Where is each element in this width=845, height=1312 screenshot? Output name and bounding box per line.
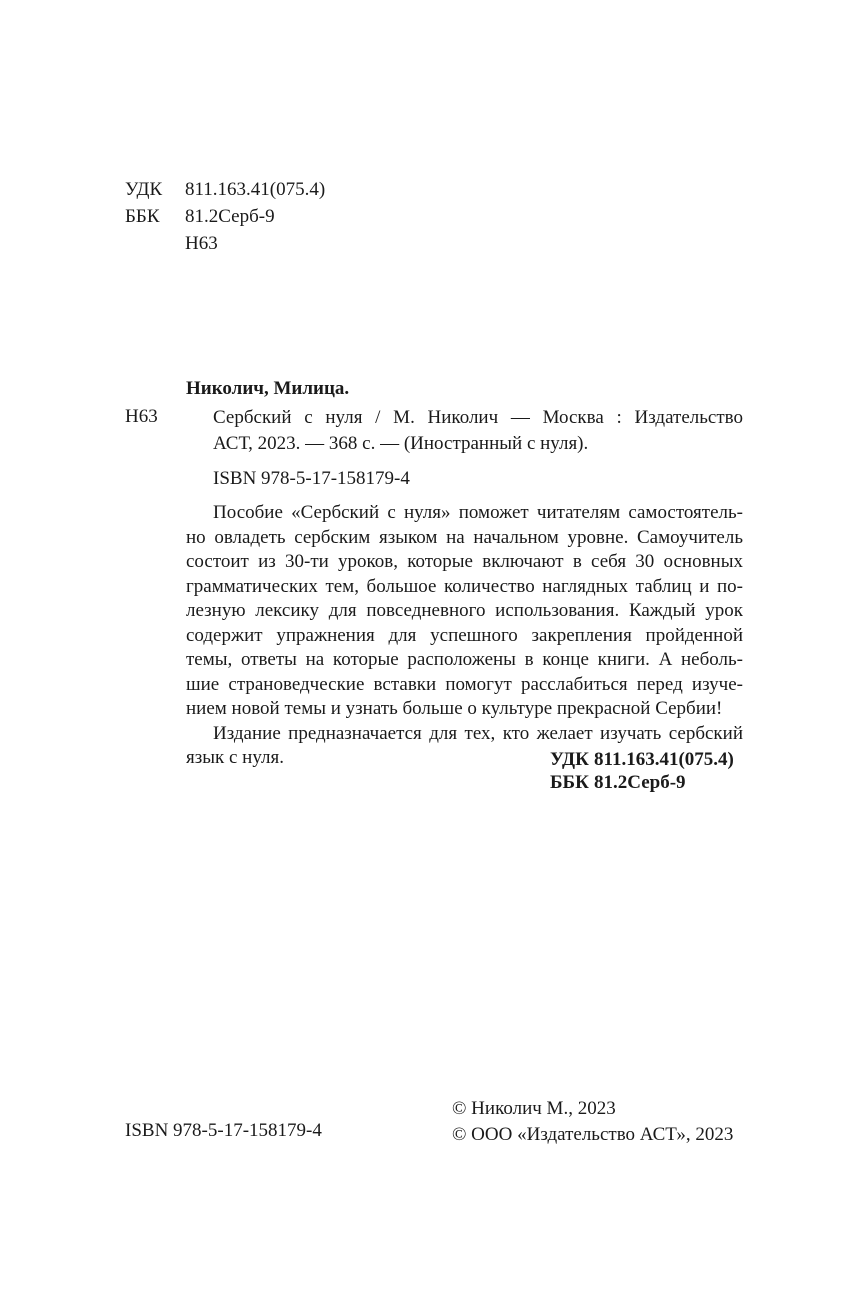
entry-author: Николич, Милица. [186, 378, 350, 399]
annotation-line: Издание предназначается для тех, кто желает изучать сербский [213, 722, 743, 744]
entry-line: АСТ, 2023. — 368 с. — (Иностранный с нуля). [213, 433, 589, 454]
bbk-value: 81.2Серб-9 [185, 206, 275, 227]
annotation-line: содержит упражнения для успешного закрепления пройденной [186, 624, 743, 646]
annotation-line: состоит из 30-ти уроков, которые включают в себя 30 основных [186, 551, 743, 572]
entry-description [213, 405, 743, 457]
annotation-line: Пособие «Сербский с нуля» поможет читателям самостоятель- [213, 502, 743, 523]
udk-code: УДК [125, 179, 163, 200]
copyright-author: © Николич М., 2023 [452, 1098, 616, 1119]
entry-line: Сербский с нуля / М. Николич — Москва : Издательство [213, 407, 743, 428]
bbk-value-bottom: 81.2Серб-9 [594, 772, 686, 793]
annotation-line: но овладеть сербским языком на начальном уровне. Самоучитель [186, 526, 743, 548]
annotation-line: лезную лексику для повседневного использования. Каждый урок [186, 600, 743, 621]
udk-value: 811.163.41(075.4) [185, 179, 326, 200]
annotation-line: темы, ответы на которые расположены в конце книги. А неболь- [186, 649, 743, 670]
udk-row-bottom [550, 748, 734, 771]
footer-isbn: ISBN 978-5-17-158179-4 [125, 1120, 322, 1141]
bbk-code: ББК [125, 206, 160, 227]
annotation-line: нием новой темы и узнать больше о культуре прекрасной Сербии! [186, 698, 723, 719]
classification-bottom [550, 748, 734, 794]
annotation-line: грамматических тем, большое количество наглядных таблиц и по- [186, 575, 743, 597]
entry-isbn: ISBN 978-5-17-158179-4 [213, 468, 410, 489]
annotation-line: шие страноведческие вставки помогут расслабиться перед изуче- [186, 673, 743, 695]
author-mark-top: Н63 [185, 233, 218, 254]
bbk-code-bottom: ББК [550, 772, 589, 793]
udk-value-bottom: 811.163.41(075.4) [594, 749, 734, 770]
copyrights [452, 1096, 733, 1148]
entry-author-mark: Н63 [125, 406, 158, 427]
annotation [186, 501, 743, 771]
udk-code-bottom: УДК [550, 749, 589, 770]
copyright-publisher: © ООО «Издательство АСТ», 2023 [452, 1124, 734, 1145]
bbk-row-bottom [550, 771, 734, 794]
annotation-line: язык с нуля. [186, 747, 284, 768]
